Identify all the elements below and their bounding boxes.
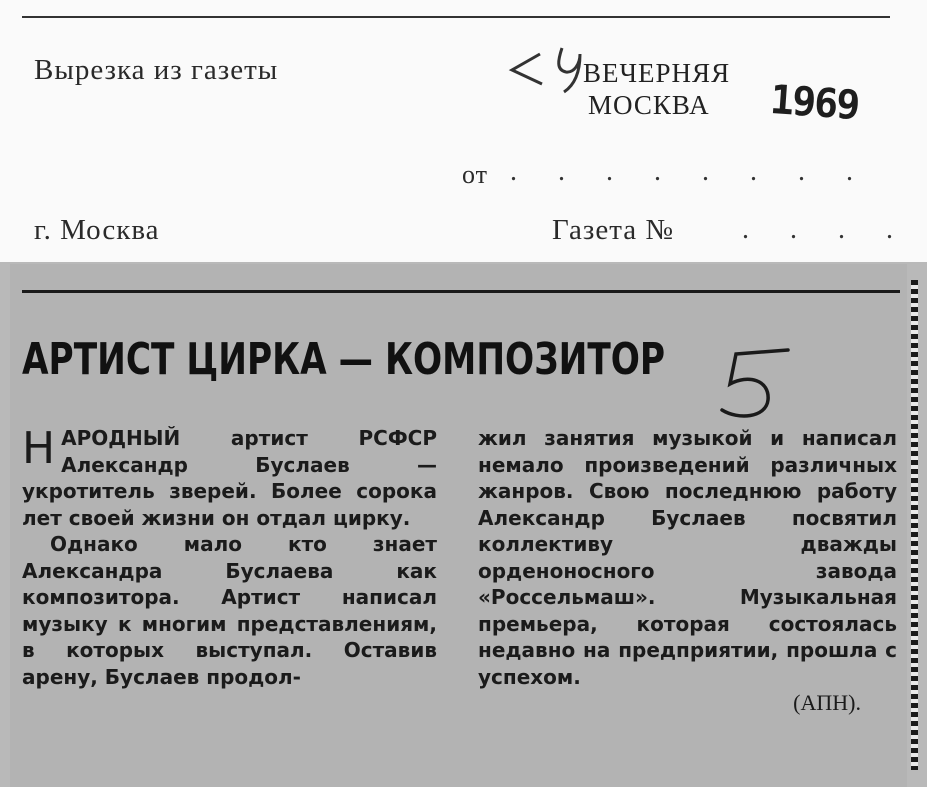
form-top-rule <box>22 16 890 18</box>
city-label: г. Москва <box>34 214 160 246</box>
handwritten-date-mark <box>500 40 590 100</box>
newspaper-label: Газета № <box>552 214 675 246</box>
news-agency-source: (АПН). <box>793 690 861 715</box>
paragraph-1-text: АРОДНЫЙ артист РСФСР Александр Буслаев — укротитель зверей. Более сорока лет своей жизни он отдал цирку. <box>22 426 437 530</box>
paragraph-3: жил занятия музыкой и написал немало произведений различных жанров. Свою последнюю работу Александр Буслаев посвятил коллективу дважды орденоносного завода «Россельмаш». Музыкальная премьера, которая состоялась недавно на предприятии, прошла с успехом. <box>478 426 897 689</box>
article-headline: АРТИСТ ЦИРКА — КОМПОЗИТОР <box>22 334 666 385</box>
clipping-label: Вырезка из газеты <box>34 54 279 86</box>
paragraph-2: Однако мало кто знает Александра Буслаева как композитора. Артист написал музыку к многим представлениям, в которых выступал. Оставив арену, Буслаев продол- <box>22 532 437 689</box>
from-label: от <box>462 160 489 189</box>
newspaper-dots: . . . . <box>742 214 910 245</box>
drop-cap: Н <box>22 423 56 474</box>
torn-edge <box>911 280 918 770</box>
from-dots: . . . . . . . . <box>510 156 870 187</box>
article-column-1 <box>22 425 437 690</box>
handwritten-number-5 <box>708 340 798 426</box>
paragraph-1 <box>22 425 437 531</box>
stamp-year: 1969 <box>768 76 860 130</box>
article-column-2 <box>478 425 897 717</box>
stamp-line1: ВЕЧЕРНЯЯ <box>583 58 731 88</box>
clipping-top-rule <box>22 290 900 293</box>
stamp-line2: МОСКВА <box>588 90 710 120</box>
